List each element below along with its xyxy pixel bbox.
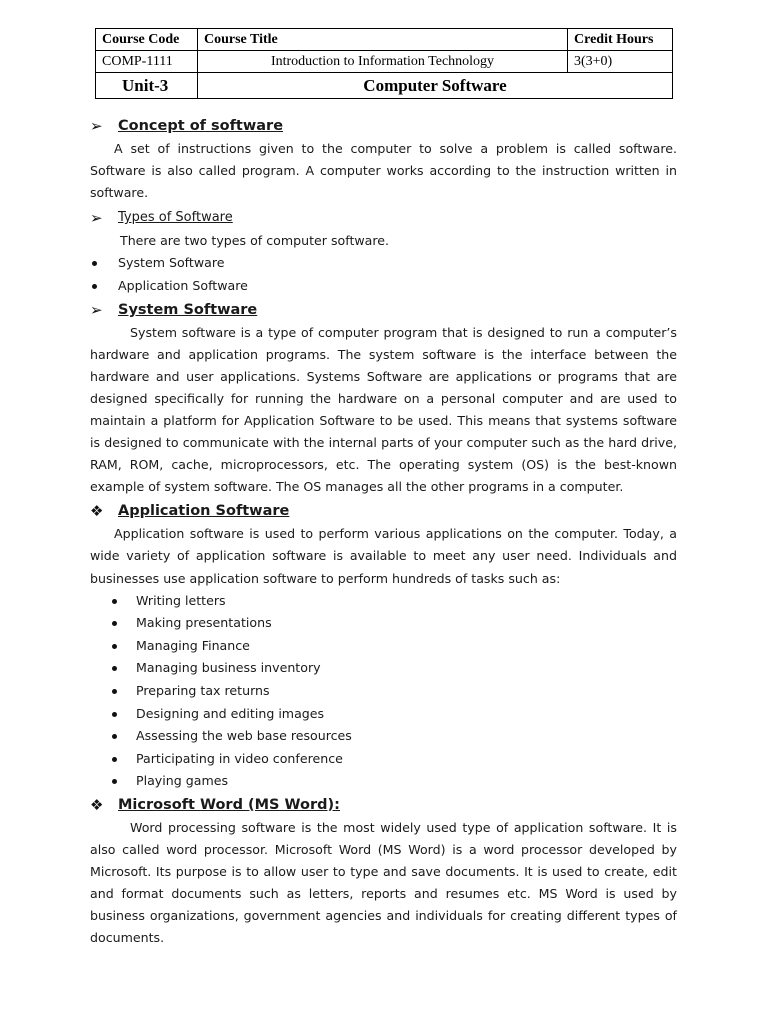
course-title-header: Course Title	[198, 29, 568, 51]
course-code-header: Course Code	[96, 29, 198, 51]
list-item: Playing games	[90, 770, 677, 793]
types-title: Types of Software	[118, 210, 233, 226]
list-item: Designing and editing images	[90, 703, 677, 726]
list-item: Assessing the web base resources	[90, 725, 677, 748]
list-item: Making presentations	[90, 612, 677, 635]
list-item: Participating in video conference	[90, 748, 677, 771]
credit-hours-header: Credit Hours	[568, 29, 673, 51]
arrow-bullet-icon: ➢	[90, 116, 103, 135]
list-item: System Software	[90, 252, 677, 275]
list-item: Managing business inventory	[90, 657, 677, 680]
course-code: COMP-1111	[96, 51, 198, 73]
concept-paragraph: A set of instructions given to the computer to solve a problem is called software. Software is also called program. A computer works according to the instruction written in software.	[90, 141, 677, 201]
list-item: Writing letters	[90, 590, 677, 613]
application-paragraph: Application software is used to perform various applications on the computer. Today, a wide variety of application software is available to meet any user need. Individuals and businesses use application software to perform hundreds of tasks such as:	[90, 526, 677, 586]
msword-heading	[90, 793, 677, 817]
list-item: Managing Finance	[90, 635, 677, 658]
course-header-table	[95, 28, 673, 99]
credit-hours: 3(3+0)	[568, 51, 673, 73]
system-title: System Software	[118, 301, 258, 318]
types-heading	[90, 206, 677, 230]
arrow-bullet-icon: ➢	[90, 300, 103, 319]
arrow-bullet-icon: ➢	[90, 209, 103, 228]
unit-title: Computer Software	[198, 73, 673, 99]
course-row	[96, 51, 673, 73]
list-item: Preparing tax returns	[90, 680, 677, 703]
concept-title: Concept of software	[118, 117, 284, 134]
concept-heading	[90, 114, 677, 138]
unit-row	[96, 73, 673, 99]
system-paragraph: System software is a type of computer program that is designed to run a computer’s hardware and application programs. The system software is the interface between the hardware and user applications. Systems Software are applications or programs that are designed specifically for running the hardware on a personal computer and are used to maintain a platform for Application Software to be used. This means that systems software is designed to communicate with the internal parts of your computer such as the hard drive, RAM, ROM, cache, microprocessors, etc. The operating system (OS) is the best-known example of system software. The OS manages all the other programs in a computer.	[90, 324, 677, 495]
diamond-bullet-icon: ❖	[90, 502, 104, 521]
list-item: Application Software	[90, 275, 677, 298]
course-title: Introduction to Information Technology	[198, 51, 568, 73]
header-row	[96, 29, 673, 51]
types-list	[90, 252, 677, 297]
unit-label: Unit-3	[96, 73, 198, 99]
document-body	[90, 114, 677, 950]
msword-title: Microsoft Word (MS Word):	[118, 796, 340, 813]
application-title: Application Software	[118, 503, 290, 520]
diamond-bullet-icon: ❖	[90, 795, 104, 814]
system-heading	[90, 298, 677, 322]
application-tasks-list	[90, 590, 677, 793]
application-heading	[90, 499, 677, 523]
msword-paragraph: Word processing software is the most widely used type of application software. It is also called word processor. Microsoft Word (MS Word) is a word processor developed by Microsoft. Its purpose is to allow user to type and save documents. It is used to create, edit and format documents such as letters, reports and resumes etc. MS Word is used by business organizations, government agencies and individuals for creating different types of documents.	[90, 819, 677, 946]
types-intro: There are two types of computer software.	[120, 233, 390, 249]
